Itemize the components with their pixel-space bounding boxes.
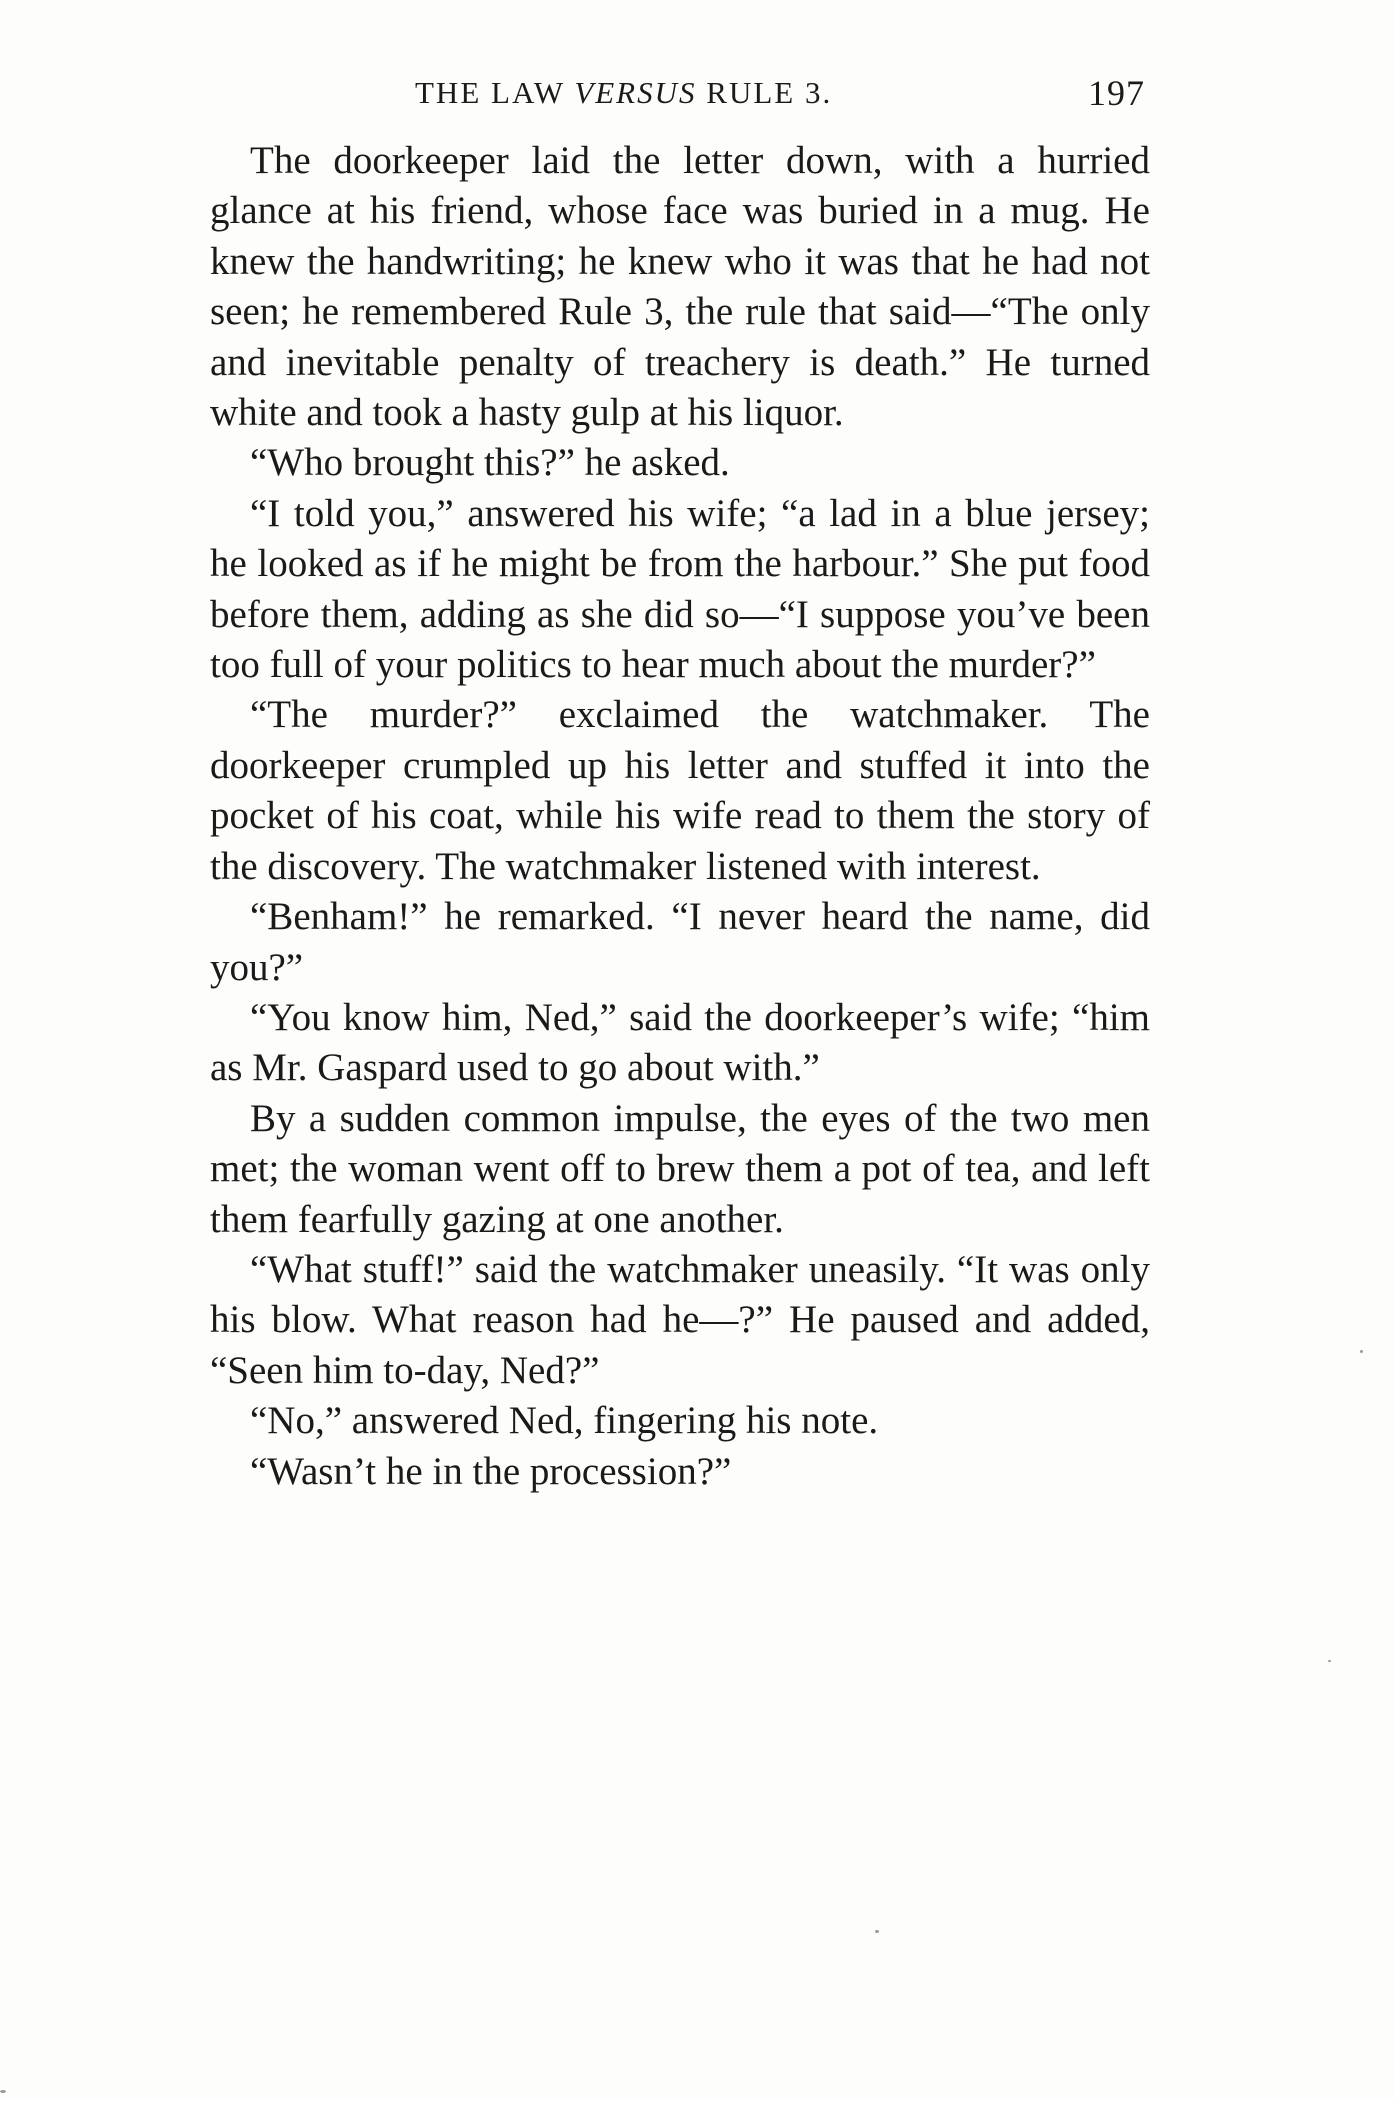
paragraph-8: “What stuff!” said the watchmaker uneasily. “It was only his blow. What reason had he—?” He paused and added, “Seen him to-day, Ned?” — [210, 1247, 1150, 1392]
paragraph-10: “Wasn’t he in the procession?” — [250, 1449, 732, 1493]
paragraph-7: By a sudden common impulse, the eyes of the two men met; the woman went off to brew them a pot of tea, and left them fearfully gazing at one another. — [210, 1096, 1150, 1241]
body-text — [210, 136, 1150, 1497]
scan-speck — [1360, 1350, 1363, 1353]
scan-speck — [1328, 1660, 1331, 1662]
paragraph-9: “No,” answered Ned, fingering his note. — [250, 1399, 879, 1443]
running-title — [415, 70, 832, 116]
running-header — [210, 70, 1145, 116]
paragraph-3: “I told you,” answered his wife; “a lad in a blue jersey; he looked as if he might be from the harbour.” She put food before them, adding as she did so—“I suppose you’ve been too full of your politics to hear much about the murder?” — [210, 491, 1150, 687]
running-title-pre: THE LAW — [415, 75, 575, 110]
running-title-post: RULE 3. — [696, 75, 833, 110]
paragraph-5: “Benham!” he remarked. “I never heard the name, did you?” — [210, 895, 1150, 989]
scan-speck — [0, 2090, 6, 2093]
paragraph-6: “You know him, Ned,” said the doorkeeper’s wife; “him as Mr. Gaspard used to go about with.” — [210, 995, 1150, 1090]
paragraph-1: The doorkeeper laid the letter down, with a hurried glance at his friend, whose face was buried in a mug. He knew the handwriting; he knew who it was that he had not seen; he remembered Rule 3, the rule that said—“The only and inevitable penalty of treachery is death.” He turned white and took a hasty gulp at his liquor. — [210, 139, 1150, 435]
paragraph-4: “The murder?” exclaimed the watchmaker. The doorkeeper crumpled up his letter and stuffed it into the pocket of his coat, while his wife read to them the story of the discovery. The watchmaker listened with interest. — [210, 693, 1150, 888]
running-title-italic: VERSUS — [574, 75, 697, 110]
paragraph-2: “Who brought this?” he asked. — [250, 441, 730, 485]
scan-speck — [875, 1930, 879, 1933]
page-number: 197 — [1088, 73, 1145, 113]
